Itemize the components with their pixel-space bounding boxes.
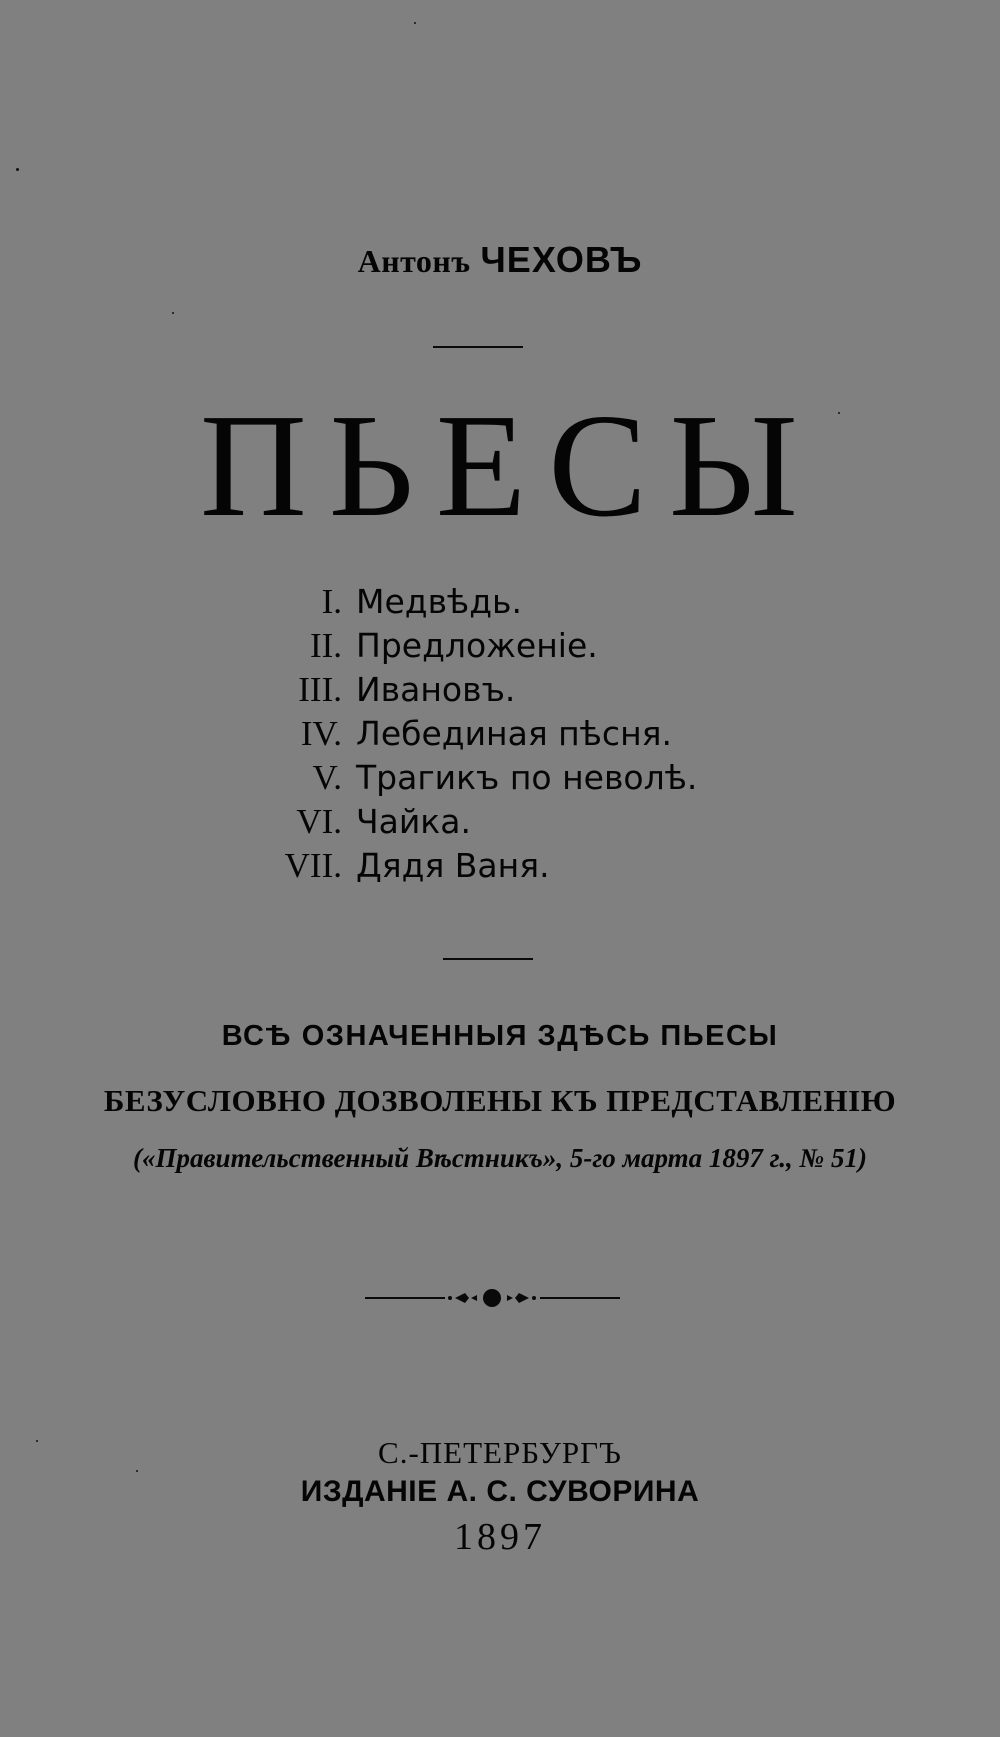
contents-item bbox=[260, 844, 820, 888]
ornament-divider-icon bbox=[365, 1286, 620, 1310]
contents-item bbox=[260, 668, 820, 712]
contents-item-title: Предложеніе. bbox=[356, 626, 598, 665]
author-first-name: Антонъ bbox=[357, 243, 471, 279]
contents-item-number: VI. bbox=[296, 802, 342, 841]
notice-source: («Правительственный Вѣстникъ», 5-го марта 1897 г., № 51) bbox=[133, 1143, 867, 1173]
print-speck bbox=[16, 168, 19, 171]
contents-item-number: I. bbox=[321, 582, 342, 621]
contents-item-number: III. bbox=[298, 670, 342, 709]
contents-item-number: IV. bbox=[300, 714, 342, 753]
imprint-publisher: ИЗДАНІЕ А. С. СУВОРИНА bbox=[300, 1475, 700, 1508]
notice-line-1: ВСѢ ОЗНАЧЕННЫЯ ЗДѢСЬ ПЬЕСЫ bbox=[221, 1020, 779, 1052]
contents-item-title: Трагикъ по неволѣ. bbox=[356, 758, 698, 797]
contents-item bbox=[260, 624, 820, 668]
contents-item-number: VII. bbox=[284, 846, 342, 885]
contents-item-title: Чайка. bbox=[356, 802, 471, 841]
imprint-year: 1897 bbox=[454, 1516, 546, 1558]
contents-item-title: Дядя Ваня. bbox=[356, 846, 550, 885]
book-title: ПЬЕСЫ bbox=[199, 384, 821, 548]
contents-item-number: II. bbox=[309, 626, 342, 665]
print-speck bbox=[172, 312, 174, 314]
contents-item bbox=[260, 800, 820, 844]
contents-list bbox=[260, 580, 820, 888]
notice-line-2: БЕЗУСЛОВНО ДОЗВОЛЕНЫ КЪ ПРЕДСТАВЛЕНІЮ bbox=[103, 1083, 897, 1118]
divider-rule-top bbox=[433, 346, 523, 348]
contents-item-title: Медвѣдь. bbox=[356, 582, 522, 621]
contents-item bbox=[260, 756, 820, 800]
print-speck bbox=[414, 22, 416, 24]
imprint-city: С.-ПЕТЕРБУРГЪ bbox=[378, 1435, 622, 1470]
contents-item-title: Лебединая пѣсня. bbox=[356, 714, 672, 753]
contents-item bbox=[260, 712, 820, 756]
divider-rule-middle bbox=[443, 958, 533, 960]
contents-item-title: Ивановъ. bbox=[356, 670, 516, 709]
contents-item bbox=[260, 580, 820, 624]
author-line bbox=[0, 238, 1000, 282]
author-last-name: ЧЕХОВЪ bbox=[480, 239, 643, 280]
contents-item-number: V. bbox=[312, 758, 342, 797]
